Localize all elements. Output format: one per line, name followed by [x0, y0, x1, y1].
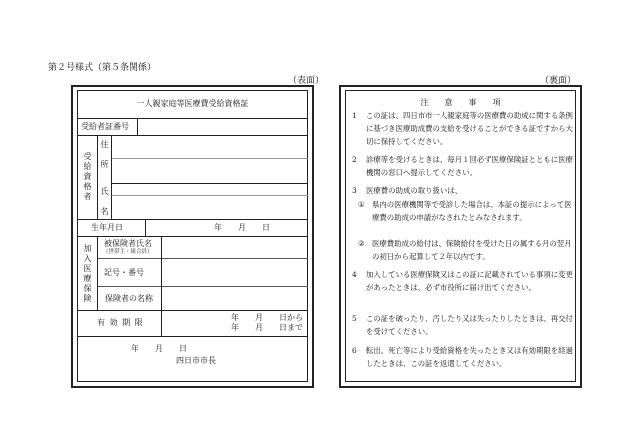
note-text: 転出、死亡等により受給資格を失ったとき又は有効期限を経過したときは、この証を返還してください。 [366, 346, 573, 368]
symbol-number-label: 記号・番号 [104, 268, 144, 277]
recipient-group-label: 受給資格者 [83, 152, 92, 202]
note-text: 加入している医療保険又はこの証に記載されている事項に変更があったときは、必ず市役所に届け出てください。 [366, 270, 573, 292]
issuer: 四日市市長 [176, 356, 216, 365]
insured-name-label: 被保険者氏名 [104, 239, 152, 248]
note-subnumber: ② [358, 239, 365, 248]
front-side-label: （表面） [288, 76, 325, 86]
validity-label: 有 効 期 限 [97, 318, 144, 327]
insurer-name-label: 保険者の名称 [105, 294, 153, 303]
address-label: 住 所 [100, 140, 109, 170]
note-number: 2 [352, 155, 357, 164]
certificate-title: 一人親家庭等医療費受給資格証 [136, 99, 249, 108]
insurance-group-label: 加入医療保険 [83, 244, 92, 304]
issue-date: 年 月 日 [131, 344, 187, 353]
note-number: 6 [352, 346, 357, 355]
form-number: 第２号様式（第５条関係） [48, 63, 157, 73]
note-text: この証は、四日市市一人親家庭等の医療費の助成に関する条例に基づき医療助成費の支給を受けることができる証ですから大切に保持してください。 [366, 111, 573, 146]
note-subnumber: ① [358, 200, 365, 209]
birthdate-label: 生年月日 [91, 223, 123, 232]
note-text: 診療等を受けるときは、毎月１回必ず医療保険証とともに医療機関の窓口へ提示してください。 [366, 155, 573, 177]
back-side-label: （裏面） [540, 76, 577, 86]
note-number: 4 [352, 270, 357, 279]
name-label: 氏 名 [100, 187, 109, 217]
insured-name-note: （世帯主・組合員） [103, 249, 153, 255]
validity-from: 年 月 日から [231, 313, 303, 322]
note-text: 医療費の助成の取り扱いは、 [366, 186, 463, 195]
note-number: 3 [352, 186, 357, 195]
note-number: 5 [352, 314, 357, 323]
birthdate-value: 年 月 日 [214, 223, 270, 232]
notes-title: 注 意 事 項 [420, 98, 501, 107]
note-text: 県内の医療機関等で受診した場合は、本証の提示によって医療費の助成の申請がなされたとみなされます。 [372, 200, 572, 222]
note-text: この証を破ったり、汚したり又は失ったりしたときは、再交付を受けてください。 [366, 314, 573, 336]
note-number: 1 [352, 111, 357, 120]
validity-to: 年 月 日まで [231, 323, 303, 332]
note-text: 医療費助成の給付は、保険給付を受けた日の属する月の翌月の初日から起算して２年以内です。 [372, 239, 572, 261]
certificate-number-label: 受給者証番号 [81, 122, 129, 131]
